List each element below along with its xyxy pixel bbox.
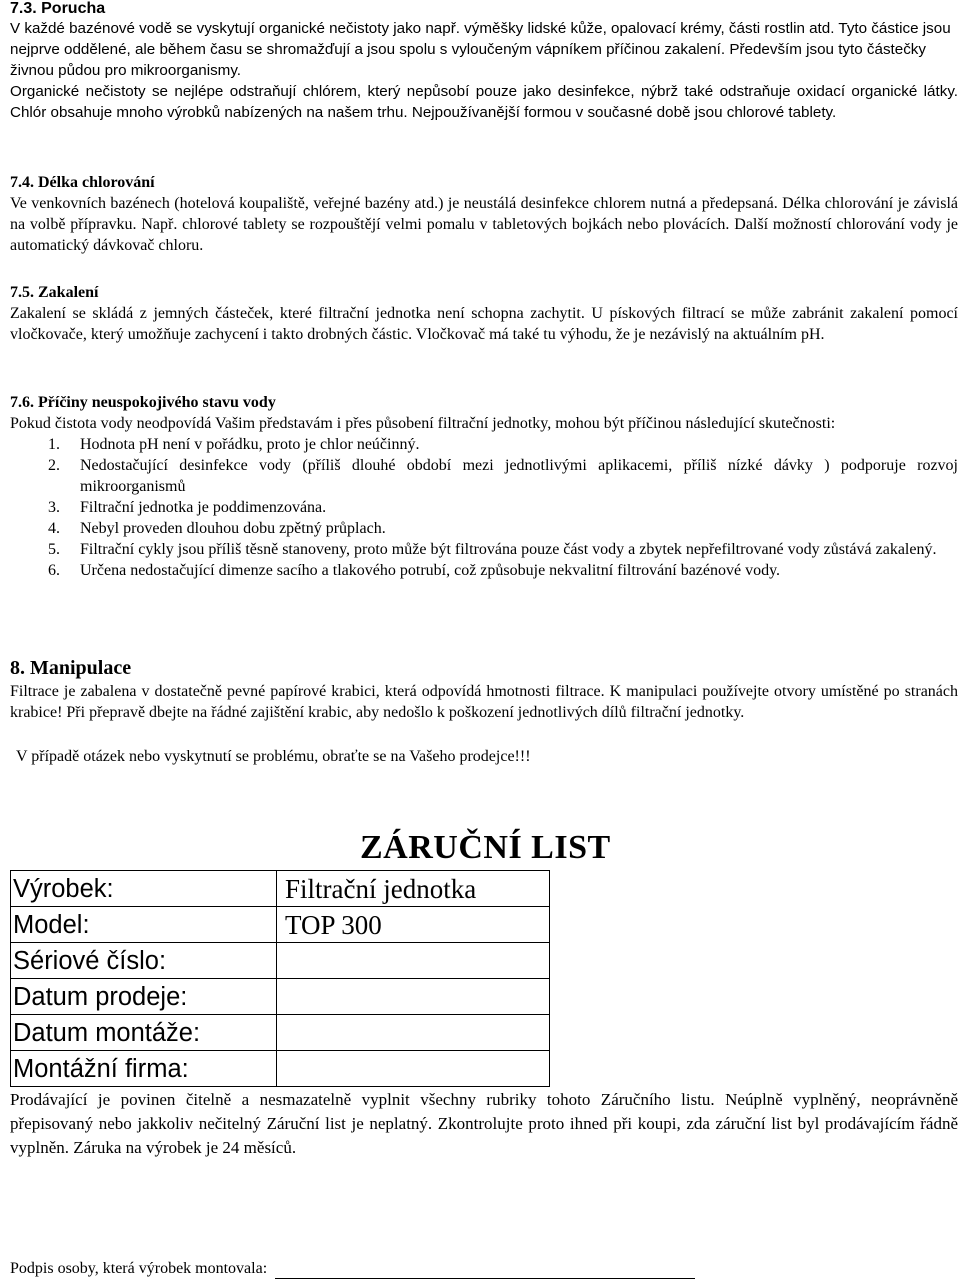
list-number: 2. bbox=[48, 457, 60, 474]
list-item bbox=[10, 434, 958, 455]
list-number: 1. bbox=[48, 436, 60, 453]
signature-row bbox=[10, 1258, 958, 1279]
warranty-table bbox=[10, 870, 550, 1087]
section-title: Příčiny neuspokojivého stavu vody bbox=[38, 394, 276, 411]
paragraph: Zakalení se skládá z jemných částeček, které filtrační jednotka není schopna zachytit. U pískových filtrací se může zabránit zakalení pomocí vločkovače, který umožňuje zachycení i takto drobných částic. Vločkovač má také tu výhodu, že je nezávislý na aktuálním pH. bbox=[10, 305, 958, 343]
causes-list bbox=[10, 434, 958, 581]
row-label: Sériové číslo: bbox=[11, 943, 277, 979]
row-label: Datum montáže: bbox=[11, 1015, 277, 1051]
row-value: Filtrační jednotka bbox=[277, 871, 550, 907]
paragraph: V každé bazénové vodě se vyskytují organické nečistoty jako např. výměšky lidské kůže, opalovací krémy, části rostlin atd. Tyto částice jsou nejprve oddělené, ale během času se shromažďují a jsou spolu s vyloučeným vápníkem příčinou zakalení. Především jsou tyto částečky živnou půdou pro mikroorganismy. bbox=[10, 20, 951, 79]
table-row bbox=[11, 979, 550, 1015]
list-text: Nebyl proveden dlouhou dobu zpětný průplach. bbox=[80, 520, 386, 537]
section-title: 7.3. Porucha bbox=[10, 0, 106, 17]
section-title: Manipulace bbox=[30, 657, 132, 679]
warranty-title: ZÁRUČNÍ LIST bbox=[360, 829, 611, 866]
list-item bbox=[10, 497, 958, 518]
signature-label: Podpis osoby, která výrobek montovala: bbox=[10, 1260, 268, 1277]
section-heading bbox=[10, 392, 958, 413]
row-value bbox=[277, 1051, 550, 1087]
section-heading bbox=[10, 172, 958, 193]
paragraph: Pokud čistota vody neodpovídá Vašim představám i přes působení filtrační jednotky, mohou být příčinou následující skutečnosti: bbox=[10, 415, 836, 432]
section-number: 7.5. bbox=[10, 284, 34, 301]
section-7-5 bbox=[10, 282, 958, 345]
section-title: Délka chlorování bbox=[38, 174, 155, 191]
row-label: Výrobek: bbox=[11, 871, 277, 907]
row-value: TOP 300 bbox=[277, 907, 550, 943]
list-number: 6. bbox=[48, 562, 60, 579]
section-7-3 bbox=[10, 0, 958, 123]
row-value bbox=[277, 1015, 550, 1051]
list-text: Nedostačující desinfekce vody (příliš dlouhé období mezi jednotlivými aplikacemi, příliš nízké dávky ) podporuje rozvoj mikroorganismů bbox=[80, 457, 958, 495]
dealer-note: V případě otázek nebo vyskytnutí se problému, obraťte se na Vašeho prodejce!!! bbox=[16, 748, 531, 765]
table-row bbox=[11, 943, 550, 979]
list-item bbox=[10, 560, 958, 581]
list-text: Určena nedostačující dimenze sacího a tlakového potrubí, což způsobuje nekvalitní filtrování bazénové vody. bbox=[80, 562, 781, 579]
list-item bbox=[10, 518, 958, 539]
paragraph: Filtrace je zabalena v dostatečně pevné papírové krabici, která odpovídá hmotnosti filtrace. K manipulaci používejte otvory umístěné po stranách krabice! Při přepravě dbejte na řádné zajištění krabic, aby nedošlo k poškození jednotlivých dílů filtrační jednotky. bbox=[10, 683, 958, 721]
list-item bbox=[10, 455, 958, 497]
paragraph: Organické nečistoty se nejlépe odstraňují chlórem, který nepůsobí pouze jako desinfekce, nýbrž také odstraňuje oxidací organické látky. Chlór obsahuje mnoho výrobků nabízených na našem trhu. Nejpoužívanější formou v současné době jsou chlorové tablety. bbox=[10, 83, 958, 121]
list-text: Filtrační cykly jsou příliš těsně stanoveny, proto může být filtrována pouze část vody a zbytek nepřefiltrované vody zůstává zakalený. bbox=[80, 541, 937, 558]
section-number: 7.4. bbox=[10, 174, 34, 191]
table-row bbox=[11, 907, 550, 943]
paragraph: Ve venkovních bazénech (hotelová koupaliště, veřejné bazény atd.) je neustálá desinfekce chlorem nutná a předepsaná. Délka chlorování je závislá na volbě přípravku. Např. chlorové tablety se rozpouštějí velmi pomalu v tabletových bojkách nebo plovácích. Další možností chlorování vody je automatický dávkovač chloru. bbox=[10, 195, 958, 254]
list-number: 3. bbox=[48, 499, 60, 516]
row-value bbox=[277, 979, 550, 1015]
row-label: Montážní firma: bbox=[11, 1051, 277, 1087]
signature-line[interactable] bbox=[275, 1260, 695, 1279]
list-number: 4. bbox=[48, 520, 60, 537]
list-item bbox=[10, 539, 958, 560]
list-text: Hodnota pH není v pořádku, proto je chlor neúčinný. bbox=[80, 436, 420, 453]
section-number: 8. bbox=[10, 657, 25, 679]
section-8 bbox=[10, 656, 958, 767]
row-label: Datum prodeje: bbox=[11, 979, 277, 1015]
table-row bbox=[11, 1015, 550, 1051]
row-label: Model: bbox=[11, 907, 277, 943]
section-number: 7.6. bbox=[10, 394, 34, 411]
list-number: 5. bbox=[48, 541, 60, 558]
section-7-4 bbox=[10, 172, 958, 256]
table-row bbox=[11, 1051, 550, 1087]
section-heading bbox=[10, 656, 958, 680]
section-title: Zakalení bbox=[38, 284, 99, 301]
section-heading bbox=[10, 282, 958, 303]
warranty-terms: Prodávající je povinen čitelně a nesmazatelně vyplnit všechny rubriky tohoto Záručního listu. Neúplně vyplněný, neoprávněně přepisovaný nebo jakkoliv nečitelný Záruční list je neplatný. Zkontrolujte proto ihned při koupi, zda záruční list byl prodávajícím řádně vyplněn. Záruka na výrobek je 24 měsíců. bbox=[10, 1090, 958, 1157]
section-7-6 bbox=[10, 392, 958, 581]
list-text: Filtrační jednotka je poddimenzována. bbox=[80, 499, 327, 516]
table-row bbox=[11, 871, 550, 907]
row-value bbox=[277, 943, 550, 979]
